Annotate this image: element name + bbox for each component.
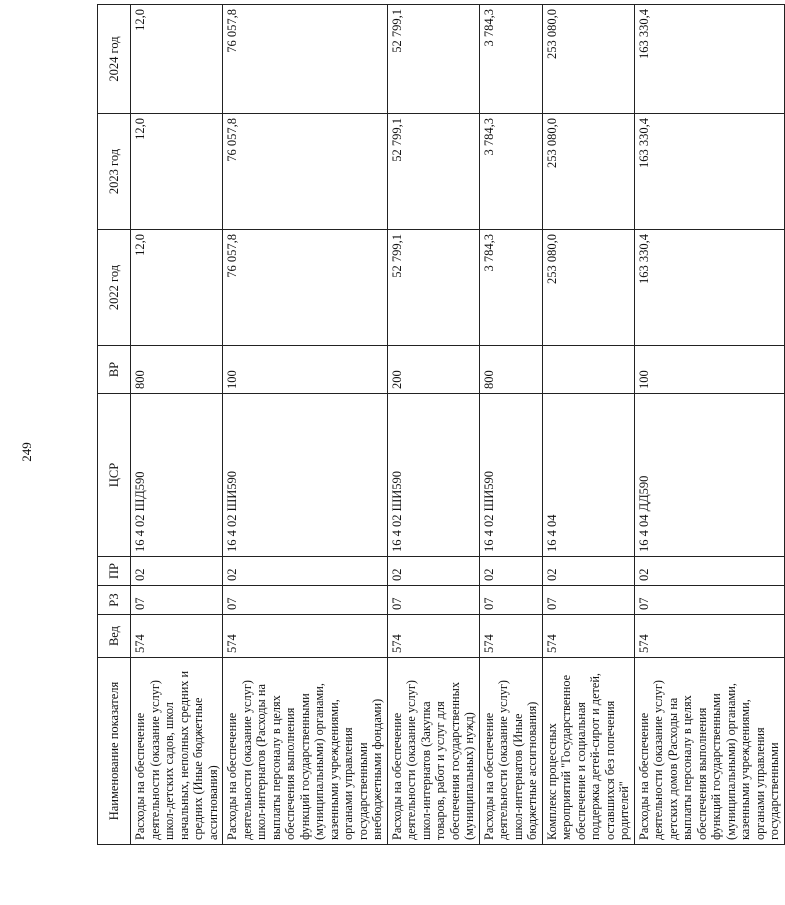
header-2024: 2024 год (98, 5, 131, 114)
rotated-table-container (97, 5, 781, 845)
row-vr: 100 (634, 346, 784, 394)
row-2023: 52 799,1 (387, 114, 479, 230)
header-pr: ПР (98, 557, 131, 586)
table-row (542, 5, 634, 845)
row-2022: 163 330,4 (634, 230, 784, 346)
row-csr: 16 4 04 ДД590 (634, 394, 784, 557)
table-header-row (98, 5, 131, 845)
row-2024: 52 799,1 (387, 5, 479, 114)
row-name: Расходы на обеспечение деятельности (оказание услуг) детских домов (Расходы на выплаты персоналу в целях обеспечения выполнения функций государственными (муниципальными) органами, казенными учреждениями, органами управления государственными (634, 658, 784, 845)
row-vr: 800 (131, 346, 223, 394)
row-rz: 07 (479, 586, 542, 615)
row-2022: 12,0 (131, 230, 223, 346)
row-ved: 574 (479, 615, 542, 658)
row-vr (542, 346, 634, 394)
row-ved: 574 (542, 615, 634, 658)
row-2024: 12,0 (131, 5, 223, 114)
table-row (479, 5, 542, 845)
table-row (634, 5, 784, 845)
row-pr: 02 (387, 557, 479, 586)
row-pr: 02 (479, 557, 542, 586)
row-name: Расходы на обеспечение деятельности (оказание услуг) школ-интернатов (Иные бюджетные ассигнования) (479, 658, 542, 845)
header-vr: ВР (98, 346, 131, 394)
header-csr: ЦСР (98, 394, 131, 557)
table-row (387, 5, 479, 845)
row-rz: 07 (131, 586, 223, 615)
row-pr: 02 (131, 557, 223, 586)
row-rz: 07 (223, 586, 388, 615)
row-name: Расходы на обеспечение деятельности (оказание услуг) школ-интернатов (Расходы на выплаты персоналу в целях обеспечения выполнения функций государственными (муниципальными) органами, казенными учреждениями, органами управления государственными внебюджетными фондами) (223, 658, 388, 845)
header-2022: 2022 год (98, 230, 131, 346)
table-row (223, 5, 388, 845)
header-ved: Вед (98, 615, 131, 658)
row-name: Расходы на обеспечение деятельности (оказание услуг) школ-интернатов (Закупка товаров, работ и услуг для обеспечения государственных (муниципальных) нужд) (387, 658, 479, 845)
row-2023: 12,0 (131, 114, 223, 230)
row-2022: 76 057,8 (223, 230, 388, 346)
budget-table (97, 4, 785, 845)
row-csr: 16 4 04 (542, 394, 634, 557)
header-name: Наименование показателя (98, 658, 131, 845)
row-pr: 02 (223, 557, 388, 586)
row-csr: 16 4 02 ШИ590 (223, 394, 388, 557)
row-vr: 200 (387, 346, 479, 394)
row-vr: 800 (479, 346, 542, 394)
row-ved: 574 (634, 615, 784, 658)
row-pr: 02 (542, 557, 634, 586)
row-2022: 52 799,1 (387, 230, 479, 346)
row-ved: 574 (131, 615, 223, 658)
row-2024: 163 330,4 (634, 5, 784, 114)
row-2023: 3 784,3 (479, 114, 542, 230)
row-2022: 3 784,3 (479, 230, 542, 346)
row-csr: 16 4 02 ШД590 (131, 394, 223, 557)
row-ved: 574 (223, 615, 388, 658)
row-2023: 163 330,4 (634, 114, 784, 230)
row-name: Расходы на обеспечение деятельности (оказание услуг) школ-детских садов, школ начальных, неполных средних и средних (Иные бюджетные ассигнования) (131, 658, 223, 845)
row-rz: 07 (387, 586, 479, 615)
row-2022: 253 080,0 (542, 230, 634, 346)
header-2023: 2023 год (98, 114, 131, 230)
header-rz: РЗ (98, 586, 131, 615)
row-rz: 07 (634, 586, 784, 615)
row-2023: 76 057,8 (223, 114, 388, 230)
row-rz: 07 (542, 586, 634, 615)
row-csr: 16 4 02 ШИ590 (387, 394, 479, 557)
row-2023: 253 080,0 (542, 114, 634, 230)
page-number: 249 (19, 442, 34, 462)
row-2024: 253 080,0 (542, 5, 634, 114)
row-ved: 574 (387, 615, 479, 658)
row-2024: 3 784,3 (479, 5, 542, 114)
row-name: Комплекс процессных мероприятий "Государственное обеспечение и социальная поддержка детей-сирот и детей, оставшихся без попечения родителей" (542, 658, 634, 845)
row-2024: 76 057,8 (223, 5, 388, 114)
row-csr: 16 4 02 ШИ590 (479, 394, 542, 557)
table-row (131, 5, 223, 845)
row-vr: 100 (223, 346, 388, 394)
row-pr: 02 (634, 557, 784, 586)
